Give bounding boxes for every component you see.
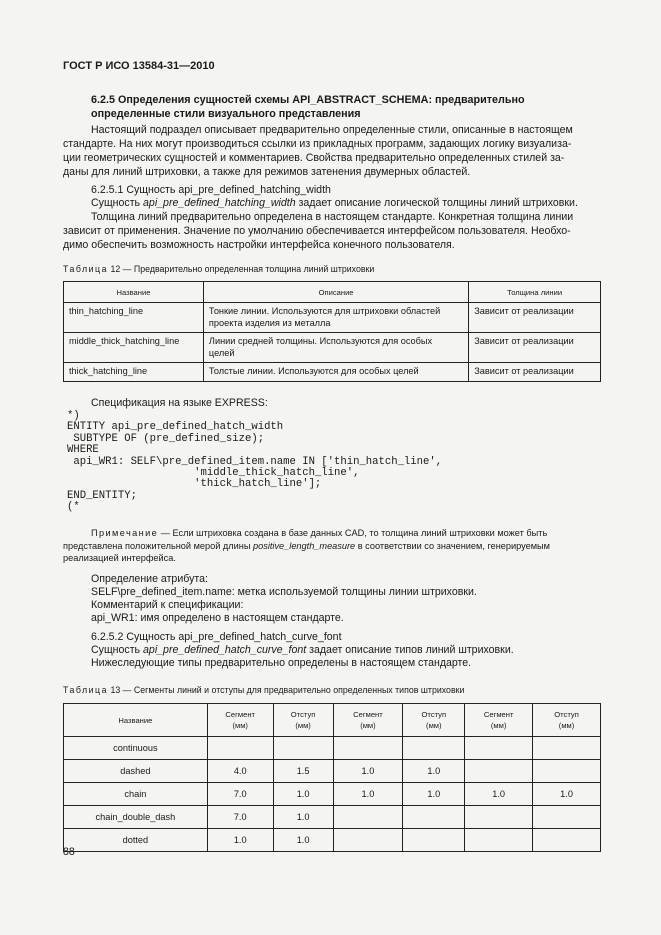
table-cell: Зависит от реализации [469, 303, 601, 333]
table-cell: 7.0 [207, 806, 273, 829]
column-header: Толщина линии [469, 282, 601, 303]
table-cell [465, 737, 533, 760]
table-cell: 1.0 [273, 806, 333, 829]
express-code-block: *) ENTITY api_pre_defined_hatch_width SUBTYPE OF (pre_defined_size); WHERE api_WR1: SELF\pre_defined_item.name IN ['thin_hatch_line', 'middle_thick_hatch_line', 'thick_hatch_line']; END_ENTITY; (* [67, 410, 443, 514]
column-header: Описание [203, 282, 468, 303]
table-cell: middle_thick_hatching_line [64, 333, 204, 363]
table-cell: 1.0 [207, 829, 273, 852]
table-cell: 1.0 [333, 760, 403, 783]
table-cell [533, 806, 601, 829]
table-cell: 1.0 [333, 783, 403, 806]
table-cell [533, 760, 601, 783]
table-cell [403, 829, 465, 852]
table-cell: 7.0 [207, 783, 273, 806]
subsection-heading-hatch-width: 6.2.5.1 Сущность api_pre_defined_hatching_width [91, 184, 331, 196]
table-cell: Зависит от реализации [469, 363, 601, 382]
section-title: 6.2.5 Определения сущностей схемы API_ABSTRACT_SCHEMA: предварительно определенные стили визуального представления [91, 94, 525, 120]
column-header: Отступ (мм) [273, 704, 333, 737]
table-cell [403, 806, 465, 829]
table-cell [533, 829, 601, 852]
table-cell: thin_hatching_line [64, 303, 204, 333]
table-row [64, 829, 601, 852]
table-cell [333, 829, 403, 852]
table-header-row [64, 704, 601, 737]
table-cell: Линии средней толщины. Используются для особых целей [203, 333, 468, 363]
intro-line-3: ции геометрических сущностей и комментариев. Свойства предварительно определенных стилей за- [63, 152, 565, 164]
table-cell: 1.5 [273, 760, 333, 783]
note: Примечание — Если штриховка создана в базе данных CAD, то толщина линий штриховки может быть представлена положительной мерой длины positive_length_measure в соответствии со значением, генерируемым реализацией интерфейса. [63, 528, 550, 564]
spec-comment: api_WR1: имя определено в настоящем стандарте. [91, 612, 344, 624]
page-number: 88 [63, 846, 75, 858]
hatch-curve-font-table [63, 703, 601, 852]
table-row [64, 303, 601, 333]
table-cell: Тонкие линии. Используются для штриховки областей проекта изделия из металла [203, 303, 468, 333]
table-cell: continuous [64, 737, 208, 760]
table-cell: 1.0 [273, 829, 333, 852]
intro-line-2: стандарте. На них могут производиться ссылки из прикладных программ, задающих логику визуализа- [63, 138, 572, 150]
attribute-definition-label: Определение атрибута: [91, 573, 208, 585]
column-header: Сегмент (мм) [207, 704, 273, 737]
column-header: Сегмент (мм) [333, 704, 403, 737]
table-cell [465, 829, 533, 852]
table-cell: Толстые линии. Используются для особых целей [203, 363, 468, 382]
curve-font-line-1: Сущность api_pre_defined_hatch_curve_font задает описание типов линий штриховки. [91, 644, 514, 656]
express-label: Спецификация на языке EXPRESS: [91, 397, 268, 409]
table-cell: 1.0 [465, 783, 533, 806]
table-row [64, 363, 601, 382]
table-row [64, 333, 601, 363]
hatch-width-line-3: зависит от применения. Значение по умолчанию обеспечивается интерфейсом пользователя. Необхо- [63, 225, 571, 237]
intro-line-4: даны для линий штриховки, а также для режимов затенения двумерных областей. [63, 166, 471, 178]
spec-comment-label: Комментарий к спецификации: [91, 599, 244, 611]
table-cell: Зависит от реализации [469, 333, 601, 363]
hatch-width-line-1: Сущность api_pre_defined_hatching_width задает описание логической толщины линий штриховки. [91, 197, 578, 209]
table-row [64, 760, 601, 783]
table-cell: chain_double_dash [64, 806, 208, 829]
table-cell [465, 760, 533, 783]
table-row [64, 806, 601, 829]
column-header: Отступ (мм) [533, 704, 601, 737]
attribute-definition: SELF\pre_defined_item.name: метка используемой толщины линии штриховки. [91, 586, 477, 598]
column-header: Отступ (мм) [403, 704, 465, 737]
table-cell [207, 737, 273, 760]
table-cell: 1.0 [273, 783, 333, 806]
intro-line-1: Настоящий подраздел описывает предварительно определенные стили, описанные в настоящем [91, 124, 573, 136]
hatch-width-line-2: Толщина линий предварительно определена в настоящем стандарте. Конкретная толщина линии [91, 211, 574, 223]
column-header: Название [64, 282, 204, 303]
table-cell [333, 737, 403, 760]
table-cell: 1.0 [403, 760, 465, 783]
table-header-row [64, 282, 601, 303]
table13-caption: Таблица 13 — Сегменты линий и отступы для предварительно определенных типов штриховки [63, 685, 465, 695]
hatching-width-table [63, 281, 601, 382]
table-cell [403, 737, 465, 760]
column-header: Название [64, 704, 208, 737]
subsection-heading-curve-font: 6.2.5.2 Сущность api_pre_defined_hatch_curve_font [91, 631, 342, 643]
table-cell: 1.0 [533, 783, 601, 806]
table-cell [533, 737, 601, 760]
table-cell [273, 737, 333, 760]
table-cell [333, 806, 403, 829]
table-cell: dashed [64, 760, 208, 783]
table-cell: chain [64, 783, 208, 806]
hatch-width-line-4: димо обеспечить возможность настройки интерфейса конечного пользователя. [63, 239, 455, 251]
table-cell: 1.0 [403, 783, 465, 806]
column-header: Сегмент (мм) [465, 704, 533, 737]
document-id-header: ГОСТ Р ИСО 13584-31—2010 [63, 60, 215, 72]
table-cell [465, 806, 533, 829]
table-cell: dotted [64, 829, 208, 852]
table-row [64, 737, 601, 760]
table12-caption: Таблица 12 — Предварительно определенная толщина линий штриховки [63, 264, 375, 274]
curve-font-line-2: Нижеследующие типы предварительно определены в настоящем стандарте. [91, 657, 472, 669]
table-cell: thick_hatching_line [64, 363, 204, 382]
table-cell: 4.0 [207, 760, 273, 783]
table-row [64, 783, 601, 806]
